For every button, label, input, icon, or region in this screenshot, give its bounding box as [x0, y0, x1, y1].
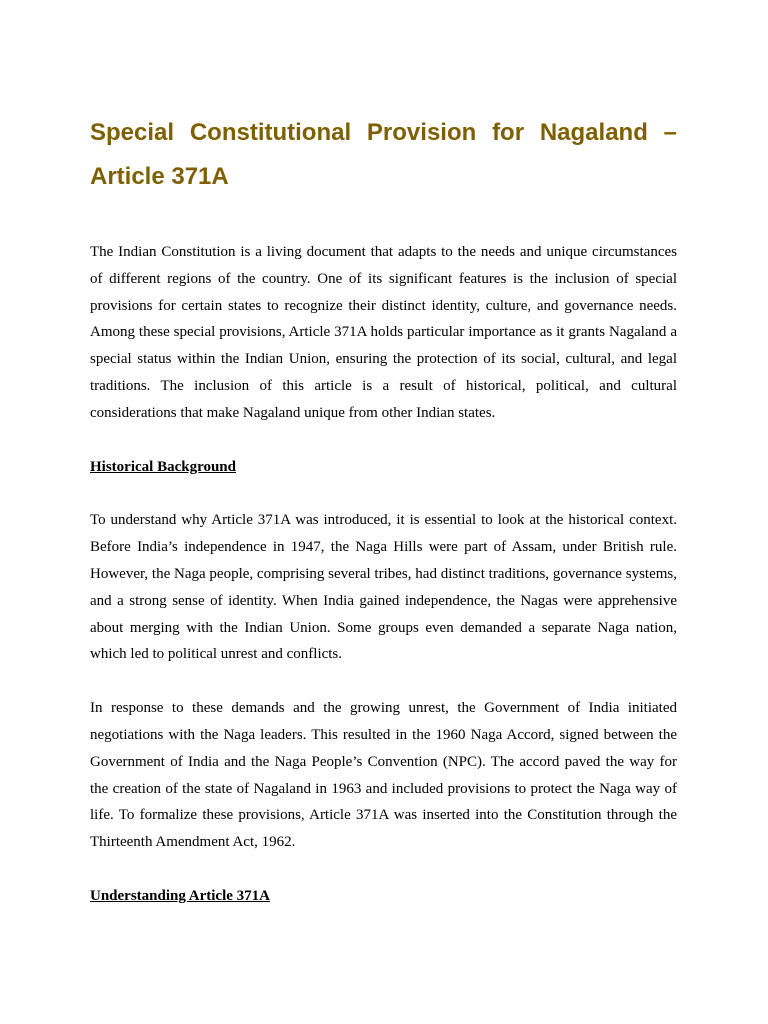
historical-paragraph-1: To understand why Article 371A was introduced, it is essential to look at the historical context. Before India’s independence in 1947, the Naga Hills were part of Assam, under British rule. However, the Naga people, comprising several tribes, had distinct traditions, governance systems, and a strong sense of identity. When India gained independence, the Nagas were apprehensive about merging with the Indian Union. Some groups even demanded a separate Naga nation, which led to political unrest and conflicts. [90, 512, 677, 663]
historical-paragraph-2: In response to these demands and the growing unrest, the Government of India initiated negotiations with the Naga leaders. This resulted in the 1960 Naga Accord, signed between the Government of India and the Naga People’s Convention (NPC). The accord paved the way for the creation of the state of Nagaland in 1963 and included provisions to protect the Naga way of life. To formalize these provisions, Article 371A was inserted into the Constitution through the Thirteenth Amendment Act, 1962. [90, 700, 677, 851]
document-page [90, 111, 677, 910]
section-heading-historical-background: Historical Background [90, 458, 236, 475]
document-title: Special Constitutional Provision for Nagaland – Article 371A [90, 119, 677, 190]
intro-paragraph: The Indian Constitution is a living document that adapts to the needs and unique circumstances of different regions of the country. One of its significant features is the inclusion of special provisions for certain states to recognize their distinct identity, culture, and governance needs. Among these special provisions, Article 371A holds particular importance as it grants Nagaland a special status within the Indian Union, ensuring the protection of its social, cultural, and legal traditions. The inclusion of this article is a result of historical, political, and cultural considerations that make Nagaland unique from other Indian states. [90, 244, 677, 421]
section-heading-understanding-article-371a: Understanding Article 371A [90, 887, 270, 904]
